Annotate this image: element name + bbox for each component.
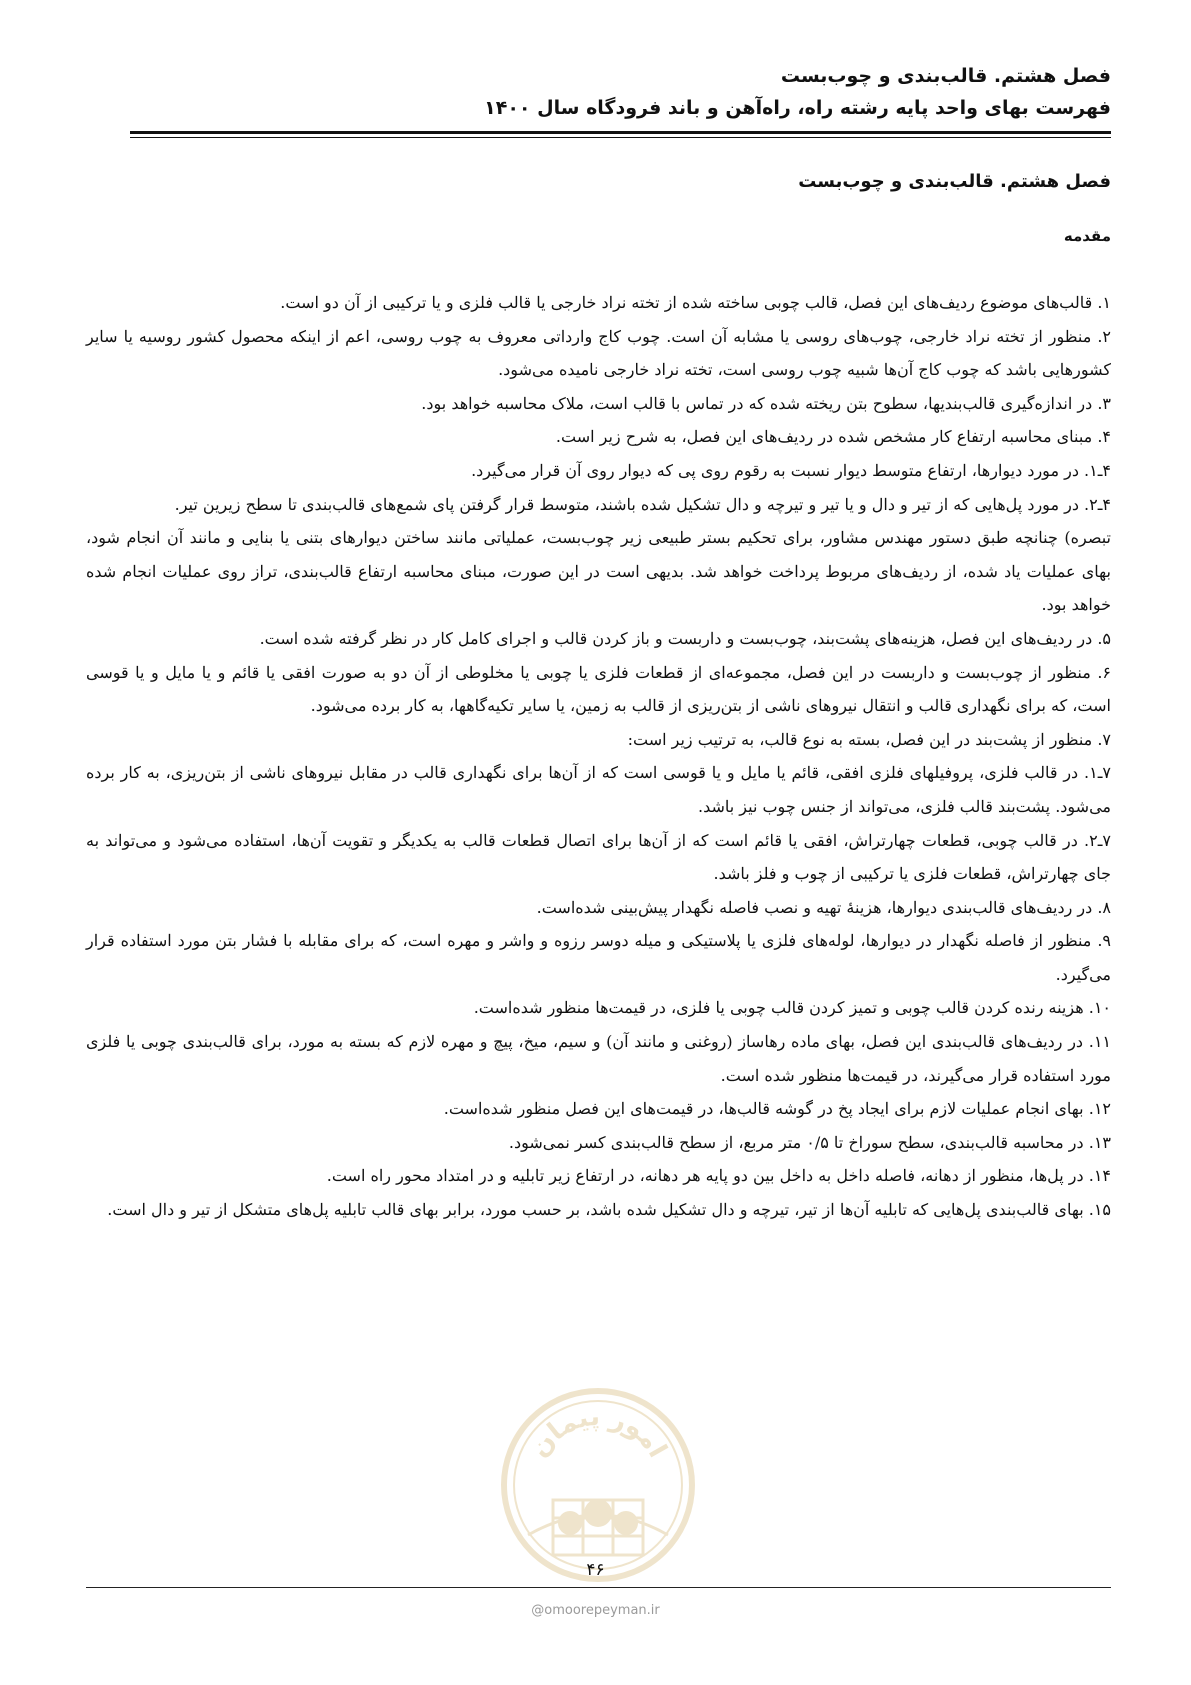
paragraph-3: ۳. در اندازه‌گیری قالب‌بندیها، سطوح بتن ریخته شده که در تماس با قالب است، ملاک محاسبه خواهد بود. bbox=[421, 393, 1111, 413]
paragraph-5: ۵. در ردیف‌های این فصل، هزینه‌های پشت‌بند، چوب‌بست و داربست و باز کردن قالب و اجرای کامل کار در نظر گرفته شده است. bbox=[259, 628, 1111, 648]
body-text bbox=[86, 286, 1111, 1227]
paragraph-2: ۲. منظور از تخته نراد خارجی، چوب‌های روسی یا مشابه آن است. چوب کاج وارداتی معروف به چوب روسی، اعم از اینکه محصول کشور روسیه یا سایر کشورهایی باشد که چوب کاج آن‌ها شبیه چوب روسی است، تخته نراد خارجی نامیده می‌شود. bbox=[86, 326, 1111, 380]
chapter-title: فصل هشتم. قالب‌بندی و چوب‌بست bbox=[798, 171, 1111, 192]
site-watermark-text: @omoorepeyman.ir bbox=[531, 1603, 660, 1618]
paragraph-13: ۱۳. در محاسبه قالب‌بندی، سطح سوراخ تا ۰/۵ متر مربع، از سطح قالب‌بندی کسر نمی‌شود. bbox=[508, 1132, 1111, 1152]
paragraph-12: ۱۲. بهای انجام عملیات لازم برای ایجاد پخ در گوشه قالب‌ها، در قیمت‌های این فصل منظور شده‌است. bbox=[443, 1099, 1111, 1119]
header-rule-thin bbox=[130, 137, 1111, 138]
paragraph-10: ۱۰. هزینه رنده کردن قالب چوبی و تمیز کردن قالب چوبی یا فلزی، در قیمت‌ها منظور شده‌است. bbox=[473, 998, 1111, 1018]
svg-text:امور پیمان bbox=[524, 1402, 672, 1463]
paragraph-15: ۱۵. بهای قالب‌بندی پل‌هایی که تابلیه آن‌ها از تیر، تیرچه و دال تشکیل شده باشد، بر حسب مورد، برابر بهای قالب تابلیه پل‌های متشکل از تیر و دال است. bbox=[107, 1200, 1111, 1220]
footer-rule bbox=[86, 1587, 1111, 1588]
watermark-text: امور پیمان bbox=[524, 1401, 673, 1463]
header-chapter-line: فصل هشتم. قالب‌بندی و چوب‌بست bbox=[780, 65, 1111, 87]
paragraph-9: ۹. منظور از فاصله نگهدار در دیوارها، لوله‌های فلزی یا پلاستیکی و میله دوسر رزوه و واشر و مهره است، که برای مقابله با فشار بتن مورد استفاده قرار می‌گیرد. bbox=[86, 931, 1111, 984]
paragraph-note: تبصره) چنانچه طبق دستور مهندس مشاور، برای تحکیم بستر طبیعی زیر چوب‌بست، عملیاتی مانند ساختن دیوارهای بتنی یا بنایی و مانند آن انجام شود، بهای عملیات یاد شده، از ردیف‌های مربوط پرداخت خواهد شد. بدیهی است در این صورت، مبنای محاسبه ارتفاع قالب‌بندی، تراز روی عملیات انجام شده خواهد بود. bbox=[86, 528, 1112, 615]
page-number: ۴۶ bbox=[586, 1560, 605, 1580]
paragraph-4-1: ۴ـ۱. در مورد دیوارها، ارتفاع متوسط دیوار نسبت به رقوم روی پی که دیوار روی آن قرار می‌گیرد. bbox=[471, 460, 1111, 480]
paragraph-4-2: ۴ـ۲. در مورد پل‌هایی که از تیر و دال و یا تیر و تیرچه و دال تشکیل شده باشند، متوسط قرار گرفتن پای شمع‌های قالب‌بندی تا سطح زیرین تیر. bbox=[174, 494, 1111, 514]
paragraph-6: ۶. منظور از چوب‌بست و داربست در این فصل، مجموعه‌ای از قطعات فلزی یا چوبی یا مخلوطی از آن دو به صورت افقی یا قائم و یا مایل و یا قوسی است، که برای نگهداری قالب و انتقال نیروهای ناشی از بتن‌ریزی از قالب به زمین، یا سایر تکیه‌گاهها، به کار برده می‌شود. bbox=[86, 662, 1111, 716]
paragraph-7-1: ۷ـ۱. در قالب فلزی، پروفیلهای فلزی افقی، قائم یا مایل و یا قوسی است که از آن‌ها برای نگهداری قالب در مقابل نیروهای ناشی از بتن‌ریزی، به کار برده می‌شود. پشت‌بند قالب فلزی، می‌تواند از جنس چوب نیز باشد. bbox=[86, 763, 1111, 816]
intro-heading: مقدمه bbox=[1063, 227, 1111, 245]
header-rule-thick bbox=[130, 131, 1111, 134]
paragraph-11: ۱۱. در ردیف‌های قالب‌بندی این فصل، بهای ماده رهاساز (روغنی و مانند آن) و سیم، میخ، پیچ و مهره لازم که بسته به مورد، برای قالب‌بندی چوبی یا فلزی مورد استفاده قرار می‌گیرند، در قیمت‌ها منظور شده است. bbox=[86, 1032, 1111, 1085]
paragraph-7-2: ۷ـ۲. در قالب چوبی، قطعات چهارتراش، افقی یا قائم است که از آن‌ها برای اتصال قطعات قالب به یکدیگر و تقویت آن‌ها، استفاده می‌شود و می‌تواند به جای چهارتراش، قطعات فلزی یا ترکیبی از چوب و فلز باشد. bbox=[86, 830, 1111, 884]
paragraph-4: ۴. مبنای محاسبه ارتفاع کار مشخص شده در ردیف‌های این فصل، به شرح زیر است. bbox=[555, 427, 1111, 447]
watermark-seal-icon bbox=[498, 1385, 698, 1585]
paragraph-14: ۱۴. در پل‌ها، منظور از دهانه، فاصله داخل به داخل بین دو پایه هر دهانه، در ارتفاع زیر تابلیه و در امتداد محور راه است. bbox=[326, 1166, 1111, 1186]
paragraph-1: ۱. قالب‌های موضوع ردیف‌های این فصل، قالب چوبی ساخته شده از تخته نراد خارجی یا قالب فلزی و یا ترکیبی از آن دو است. bbox=[280, 293, 1111, 312]
page-header bbox=[130, 60, 1111, 124]
paragraph-7: ۷. منظور از پشت‌بند در این فصل، بسته به نوع قالب، به ترتیب زیر است: bbox=[627, 729, 1111, 749]
header-catalog-line: فهرست بهای واحد پایه رشته راه، راه‌آهن و باند فرودگاه سال ۱۴۰۰ bbox=[484, 97, 1111, 119]
paragraph-8: ۸. در ردیف‌های قالب‌بندی دیوارها، هزینهٔ تهیه و نصب فاصله نگهدار پیش‌بینی شده‌است. bbox=[536, 897, 1111, 917]
